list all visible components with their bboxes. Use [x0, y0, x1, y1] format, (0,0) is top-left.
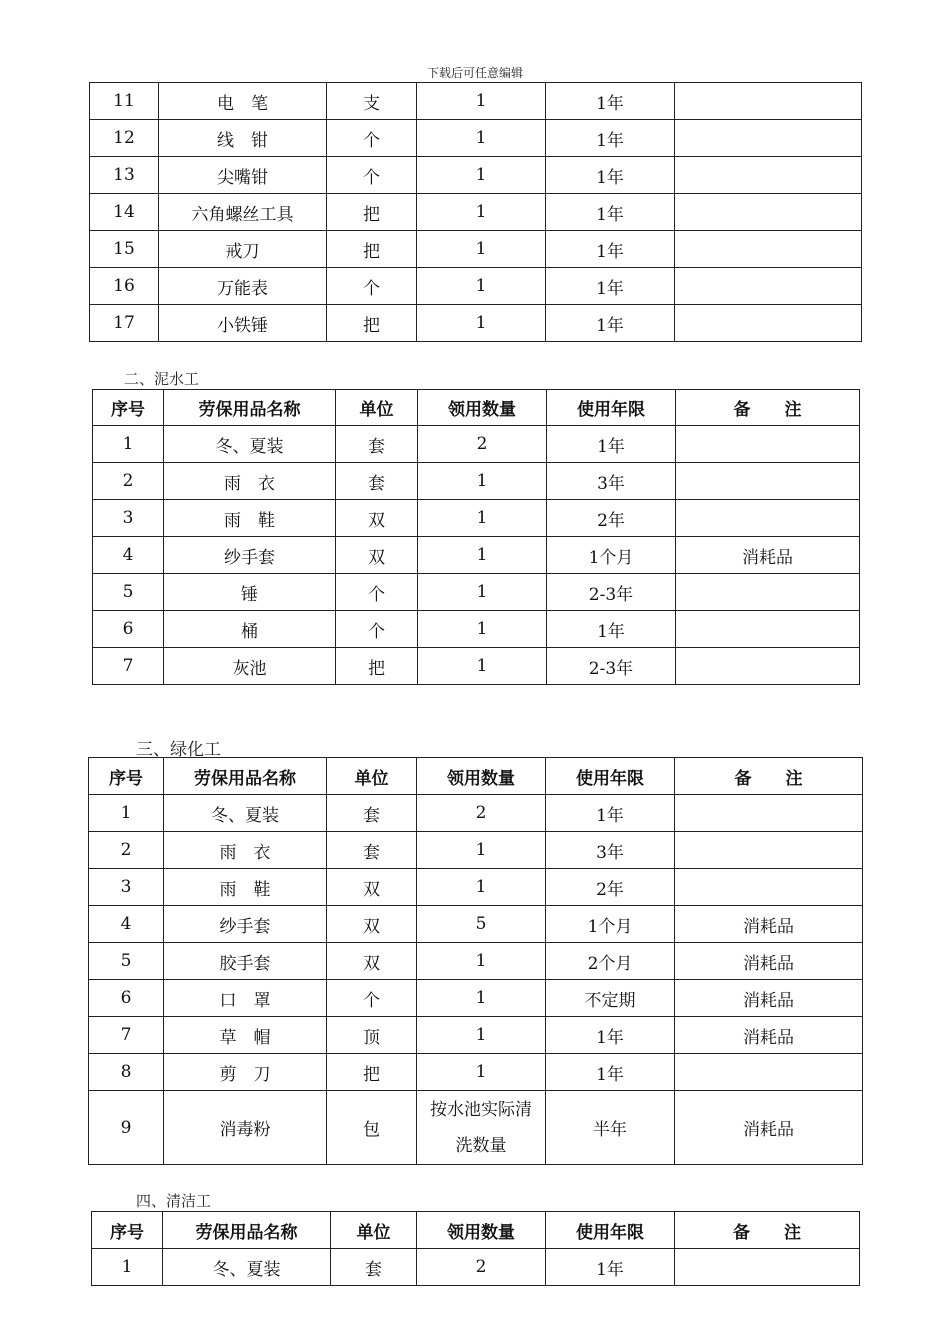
cell-qty: 1	[417, 1017, 546, 1054]
table-row	[93, 426, 860, 463]
cell-life: 1年	[546, 1017, 675, 1054]
cell-remark	[675, 1249, 860, 1286]
cell-qty: 2	[418, 426, 547, 463]
section-title-greening: 三、绿化工	[136, 740, 221, 760]
cell-unit: 双	[327, 869, 417, 906]
table-row	[89, 869, 863, 906]
cell-qty: 1	[417, 268, 546, 305]
cell-life: 1年	[546, 795, 675, 832]
cell-remark	[676, 574, 860, 611]
col-header-seq: 序号	[93, 390, 164, 426]
cell-remark	[676, 500, 860, 537]
cell-seq: 7	[93, 648, 164, 685]
cell-name: 纱手套	[164, 537, 336, 574]
cell-unit: 套	[336, 463, 418, 500]
cell-seq: 3	[89, 869, 164, 906]
cell-unit: 把	[327, 194, 417, 231]
cell-name: 消毒粉	[164, 1091, 327, 1165]
cell-life: 1年	[546, 194, 675, 231]
cell-unit: 个	[327, 157, 417, 194]
cell-name: 线 钳	[159, 120, 327, 157]
cell-seq: 4	[89, 906, 164, 943]
table-row	[89, 795, 863, 832]
cell-unit: 套	[331, 1249, 417, 1286]
cell-seq: 17	[90, 305, 159, 342]
table-row	[93, 648, 860, 685]
cell-remark	[675, 231, 862, 268]
cell-qty: 2	[417, 795, 546, 832]
cell-unit: 双	[327, 943, 417, 980]
cell-life: 1年	[546, 1054, 675, 1091]
cell-life: 1年	[546, 268, 675, 305]
cell-seq: 6	[89, 980, 164, 1017]
cell-qty: 1	[417, 980, 546, 1017]
table-row	[93, 537, 860, 574]
cell-life: 1年	[546, 83, 675, 120]
cell-qty: 1	[417, 869, 546, 906]
col-header-remark: 备 注	[676, 390, 860, 426]
table-row	[90, 157, 862, 194]
cell-life: 1年	[546, 120, 675, 157]
table-row	[89, 1091, 863, 1165]
cell-seq: 11	[90, 83, 159, 120]
greening-table	[88, 757, 863, 1165]
cell-life: 2-3年	[547, 574, 676, 611]
table-row	[89, 832, 863, 869]
section-title-cleaning: 四、清洁工	[136, 1192, 212, 1210]
cell-remark	[675, 194, 862, 231]
cell-seq: 9	[89, 1091, 164, 1165]
cell-name: 纱手套	[164, 906, 327, 943]
cell-unit: 个	[327, 980, 417, 1017]
cell-remark	[675, 268, 862, 305]
cell-qty: 5	[417, 906, 546, 943]
cell-qty: 1	[417, 943, 546, 980]
cell-qty: 按水池实际清洗数量	[417, 1091, 546, 1165]
cell-name: 雨 衣	[164, 463, 336, 500]
cell-unit: 个	[327, 120, 417, 157]
cell-qty: 1	[417, 231, 546, 268]
cell-remark: 消耗品	[675, 980, 863, 1017]
cell-name: 万能表	[159, 268, 327, 305]
table-row	[90, 305, 862, 342]
cell-life: 2年	[547, 500, 676, 537]
cell-remark	[676, 463, 860, 500]
table-row	[93, 574, 860, 611]
masonry-table	[92, 389, 860, 685]
cell-remark	[675, 83, 862, 120]
cell-unit: 支	[327, 83, 417, 120]
cell-qty: 1	[417, 194, 546, 231]
cell-name: 胶手套	[164, 943, 327, 980]
cell-name: 冬、夏装	[163, 1249, 331, 1286]
col-header-life: 使用年限	[546, 758, 675, 795]
watermark-text: 下载后可任意编辑	[426, 66, 523, 80]
col-header-seq: 序号	[92, 1212, 163, 1249]
cell-unit: 顶	[327, 1017, 417, 1054]
cell-name: 电 笔	[159, 83, 327, 120]
cell-name: 灰池	[164, 648, 336, 685]
cell-life: 1个月	[546, 906, 675, 943]
col-header-qty: 领用数量	[417, 1212, 546, 1249]
cell-remark	[676, 611, 860, 648]
cell-remark	[675, 832, 863, 869]
cell-life: 1年	[546, 305, 675, 342]
cell-seq: 12	[90, 120, 159, 157]
cell-qty: 2	[417, 1249, 546, 1286]
cell-name: 六角螺丝工具	[159, 194, 327, 231]
col-header-unit: 单位	[331, 1212, 417, 1249]
cell-name: 草 帽	[164, 1017, 327, 1054]
cell-life: 2-3年	[547, 648, 676, 685]
cell-unit: 双	[336, 537, 418, 574]
table-row	[90, 231, 862, 268]
table-row	[90, 268, 862, 305]
cell-unit: 套	[327, 795, 417, 832]
cell-unit: 套	[327, 832, 417, 869]
cell-seq: 1	[92, 1249, 163, 1286]
table-row	[90, 83, 862, 120]
cell-qty: 1	[417, 1054, 546, 1091]
cell-remark	[675, 1054, 863, 1091]
col-header-remark: 备 注	[675, 758, 863, 795]
table-header-row	[92, 1212, 860, 1249]
cell-seq: 6	[93, 611, 164, 648]
cell-name: 雨 衣	[164, 832, 327, 869]
cell-remark: 消耗品	[675, 906, 863, 943]
cell-name: 冬、夏装	[164, 795, 327, 832]
cell-qty: 1	[417, 305, 546, 342]
section-title-masonry: 二、泥水工	[124, 370, 200, 388]
cell-qty: 1	[418, 648, 547, 685]
col-header-name: 劳保用品名称	[163, 1212, 331, 1249]
cell-unit: 把	[327, 1054, 417, 1091]
cell-remark: 消耗品	[675, 943, 863, 980]
table-row	[89, 1054, 863, 1091]
cell-seq: 5	[93, 574, 164, 611]
table-row	[93, 500, 860, 537]
cell-qty: 1	[418, 574, 547, 611]
table-row	[92, 1249, 860, 1286]
cell-unit: 双	[336, 500, 418, 537]
table-row	[90, 120, 862, 157]
table-row	[90, 194, 862, 231]
col-header-life: 使用年限	[547, 390, 676, 426]
cell-name: 锤	[164, 574, 336, 611]
cell-life: 2个月	[546, 943, 675, 980]
cell-seq: 13	[90, 157, 159, 194]
col-header-name: 劳保用品名称	[164, 390, 336, 426]
cell-unit: 把	[327, 231, 417, 268]
cell-name: 雨 鞋	[164, 500, 336, 537]
cell-seq: 4	[93, 537, 164, 574]
col-header-unit: 单位	[327, 758, 417, 795]
cell-qty: 1	[418, 463, 547, 500]
cell-remark	[675, 305, 862, 342]
cell-life: 半年	[546, 1091, 675, 1165]
cell-name: 雨 鞋	[164, 869, 327, 906]
cell-name: 桶	[164, 611, 336, 648]
cell-unit: 包	[327, 1091, 417, 1165]
table-row	[89, 980, 863, 1017]
cell-unit: 双	[327, 906, 417, 943]
col-header-qty: 领用数量	[417, 758, 546, 795]
cell-unit: 把	[327, 305, 417, 342]
cell-remark	[675, 869, 863, 906]
cell-unit: 把	[336, 648, 418, 685]
cell-unit: 个	[327, 268, 417, 305]
cell-seq: 2	[89, 832, 164, 869]
cleaning-table	[91, 1211, 860, 1286]
cell-unit: 个	[336, 574, 418, 611]
cell-life: 1年	[546, 1249, 675, 1286]
cell-name: 口 罩	[164, 980, 327, 1017]
cell-life: 2年	[546, 869, 675, 906]
cell-seq: 7	[89, 1017, 164, 1054]
cell-life: 3年	[547, 463, 676, 500]
cell-life: 1年	[546, 231, 675, 268]
cell-name: 小铁锤	[159, 305, 327, 342]
cell-seq: 14	[90, 194, 159, 231]
table-row	[93, 611, 860, 648]
cell-seq: 1	[93, 426, 164, 463]
cell-seq: 2	[93, 463, 164, 500]
cell-qty: 1	[417, 832, 546, 869]
cell-remark	[675, 157, 862, 194]
cell-unit: 个	[336, 611, 418, 648]
cell-seq: 1	[89, 795, 164, 832]
cell-unit: 套	[336, 426, 418, 463]
cell-life: 1个月	[547, 537, 676, 574]
table-row	[93, 463, 860, 500]
cell-name: 戒刀	[159, 231, 327, 268]
cell-remark: 消耗品	[675, 1091, 863, 1165]
cell-qty: 1	[418, 611, 547, 648]
col-header-qty: 领用数量	[418, 390, 547, 426]
cell-life: 3年	[546, 832, 675, 869]
cell-qty: 1	[418, 500, 547, 537]
cell-life: 不定期	[546, 980, 675, 1017]
table-row	[89, 943, 863, 980]
cell-life: 1年	[546, 157, 675, 194]
col-header-life: 使用年限	[546, 1212, 675, 1249]
cell-seq: 15	[90, 231, 159, 268]
cell-qty: 1	[418, 537, 547, 574]
cell-name: 剪 刀	[164, 1054, 327, 1091]
cell-remark: 消耗品	[676, 537, 860, 574]
table-header-row	[89, 758, 863, 795]
cell-remark	[676, 648, 860, 685]
table-row	[89, 1017, 863, 1054]
cell-seq: 5	[89, 943, 164, 980]
col-header-seq: 序号	[89, 758, 164, 795]
cell-remark: 消耗品	[675, 1017, 863, 1054]
cell-life: 1年	[547, 611, 676, 648]
tool-table-continued	[89, 82, 862, 342]
cell-name: 冬、夏装	[164, 426, 336, 463]
col-header-remark: 备 注	[675, 1212, 860, 1249]
table-row	[89, 906, 863, 943]
cell-name: 尖嘴钳	[159, 157, 327, 194]
cell-qty: 1	[417, 120, 546, 157]
cell-remark	[675, 795, 863, 832]
table-header-row	[93, 390, 860, 426]
cell-remark	[676, 426, 860, 463]
cell-qty: 1	[417, 157, 546, 194]
cell-seq: 8	[89, 1054, 164, 1091]
col-header-name: 劳保用品名称	[164, 758, 327, 795]
col-header-unit: 单位	[336, 390, 418, 426]
cell-qty: 1	[417, 83, 546, 120]
cell-remark	[675, 120, 862, 157]
cell-life: 1年	[547, 426, 676, 463]
cell-seq: 16	[90, 268, 159, 305]
cell-seq: 3	[93, 500, 164, 537]
